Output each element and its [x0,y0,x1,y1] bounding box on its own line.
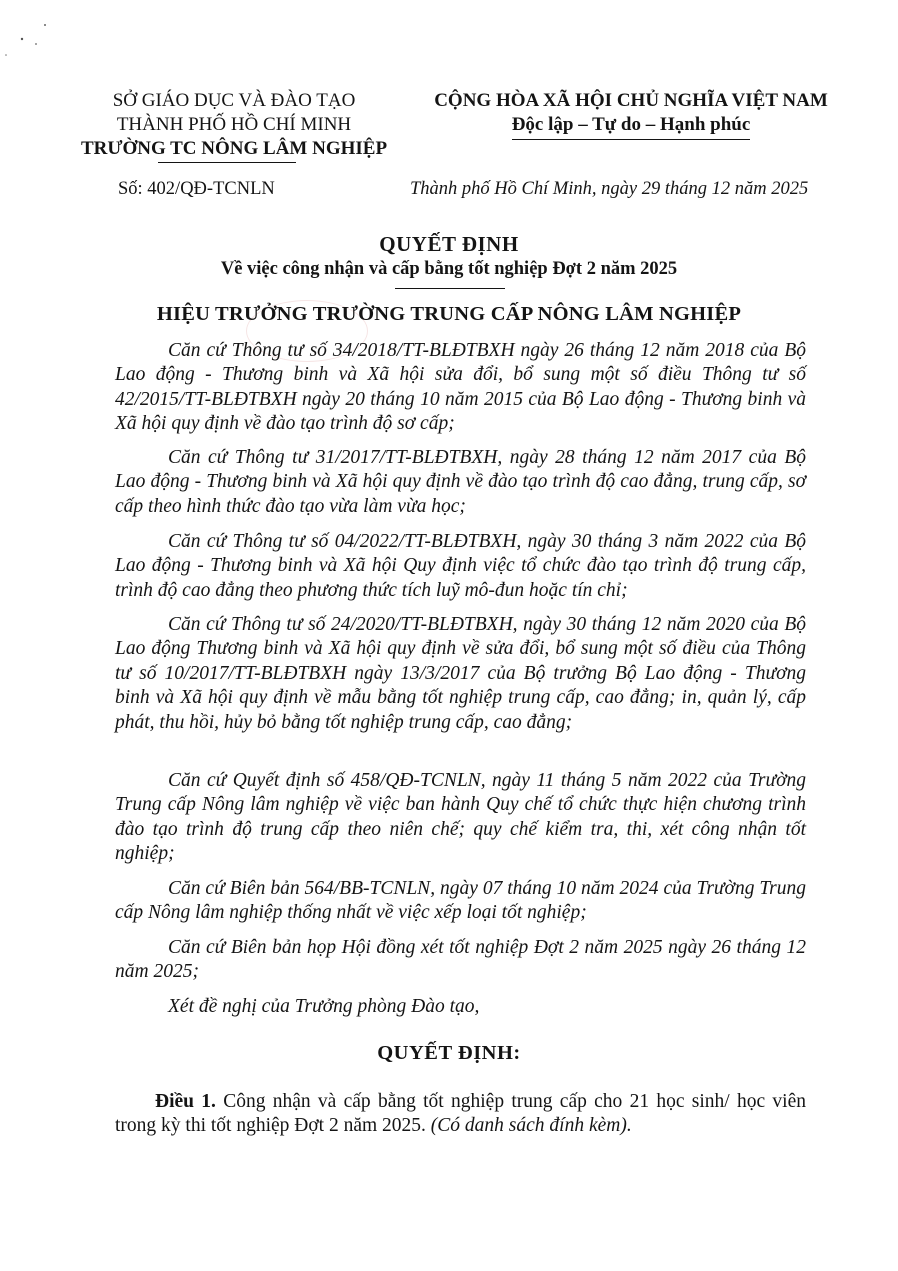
scan-specks [0,0,60,70]
subject-underline [395,288,505,289]
document-number: Số: 402/QĐ-TCNLN [118,179,275,199]
legal-basis-6: Căn cứ Biên bản 564/BB-TCNLN, ngày 07 tháng 10 năm 2024 của Trường Trung cấp Nông lâm nghiệp thống nhất về việc xếp loại tốt nghiệp; [115,878,806,924]
legal-basis-4: Căn cứ Thông tư số 24/2020/TT-BLĐTBXH, ngày 30 tháng 12 năm 2020 của Bộ Lao động Thương binh và Xã hội quy định về sửa đổi, bổ sung một số điều của Thông tư số 10/2017/TT-BLĐTBXH ngày 13/3/2017 của Bộ trưởng Bộ Lao động - Thương binh và Xã hội quy định về mẫu bằng tốt nghiệp trung cấp, cao đẳng; in, quản lý, cấp phát, thu hồi, hủy bỏ bằng tốt nghiệp trung cấp, cao đẳng; [115,614,806,733]
place-date: Thành phố Hồ Chí Minh, ngày 29 tháng 12 năm 2025 [410,179,809,199]
legal-basis-3: Căn cứ Thông tư số 04/2022/TT-BLĐTBXH, ngày 30 tháng 3 năm 2022 của Bộ Lao động - Thương binh và Xã hội Quy định việc tổ chức đào tạo trình độ trung cấp, trình độ cao đẳng theo phương thức tích luỹ mô-đun hoặc tín chỉ; [115,531,806,601]
nation-name: CỘNG HÒA XÃ HỘI CHỦ NGHĨA VIỆT NAM [434,90,828,111]
article-1-label: Điều 1. [155,1091,216,1112]
motto: Độc lập – Tự do – Hạnh phúc [512,113,751,140]
article-1 [115,1090,806,1139]
decision-heading: QUYẾT ĐỊNH: [377,1042,521,1064]
agency-header [72,89,396,161]
legal-basis-2: Căn cứ Thông tư 31/2017/TT-BLĐTBXH, ngày 28 tháng 12 năm 2017 của Bộ Lao động - Thương binh và Xã hội quy định về đào tạo trình độ cao đẳng, trung cấp, sơ cấp theo hình thức đào tạo vừa làm vừa học; [115,447,806,517]
school-underline [158,162,296,163]
issuing-authority: HIỆU TRƯỞNG TRƯỜNG TRUNG CẤP NÔNG LÂM NGHIỆP [156,303,742,325]
legal-basis-1: Căn cứ Thông tư số 34/2018/TT-BLĐTBXH ngày 26 tháng 12 năm 2018 của Bộ Lao động - Thương binh và Xã hội sửa đổi, bổ sung một số điều Thông tư số 42/2015/TT-BLĐTBXH ngày 20 tháng 10 năm 2015 của Bộ Lao động - Thương binh và Xã hội quy định về đào tạo trình độ sơ cấp; [115,340,806,435]
agency-line2: THÀNH PHỐ HỒ CHÍ MINH [116,114,352,135]
document-title: QUYẾT ĐỊNH [379,232,519,256]
article-1-note: (Có danh sách đính kèm). [430,1115,632,1137]
agency-line1: SỞ GIÁO DỤC VÀ ĐÀO TẠO [112,90,356,111]
legal-basis-5: Căn cứ Quyết định số 458/QĐ-TCNLN, ngày 11 tháng 5 năm 2022 của Trường Trung cấp Nông lâm nghiệp về việc ban hành Quy chế tổ chức thực hiện chương trình đào tạo trình độ trung cấp theo niên chế; quy chế kiểm tra, thi, xét công nhận tốt nghiệp; [115,770,806,865]
legal-basis-7: Căn cứ Biên bản họp Hội đồng xét tốt nghiệp Đợt 2 năm 2025 ngày 26 tháng 12 năm 2025; [115,937,806,983]
nation-header [395,89,867,140]
article-1-text: Công nhận và cấp bằng tốt nghiệp trung cấp cho 21 học sinh/ học viên trong kỳ thi tốt nghiệp Đợt 2 năm 2025. [115,1091,806,1137]
document-subject: Về việc công nhận và cấp bằng tốt nghiệp Đợt 2 năm 2025 [220,259,678,279]
proposal-line: Xét đề nghị của Trưởng phòng Đào tạo, [168,996,480,1017]
school-name: TRƯỜNG TC NÔNG LÂM NGHIỆP [80,138,388,159]
